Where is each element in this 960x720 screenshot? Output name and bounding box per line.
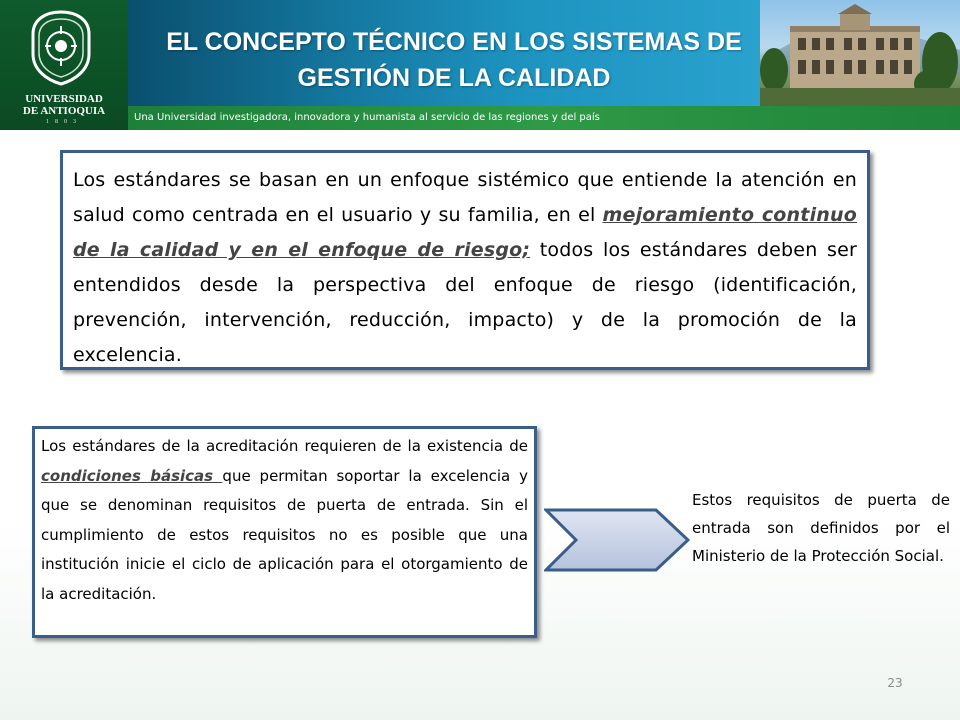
tagline-band <box>128 106 960 130</box>
university-name-line1: UNIVERSIDAD <box>25 93 103 105</box>
main-text-emphasis: mejoramiento continuo de la calidad y en el enfoque de riesgo; <box>73 204 857 261</box>
chevron-right-icon <box>544 508 690 572</box>
university-logo <box>0 0 128 130</box>
page-number: 23 <box>887 676 903 690</box>
main-paragraph <box>73 163 857 373</box>
requirements-text-before: Los estándares de la acreditación requieren de la existencia de <box>41 437 528 455</box>
slide-title <box>128 24 780 96</box>
building-photo <box>760 0 960 106</box>
requirements-text-after: que permitan soportar la excelencia y que se denominan requisitos de puerta de entrada. Sin el cumplimiento de estos requisitos no es posible que una institución inicie el ciclo de aplicación para el otorgamiento de la acreditación. <box>41 466 528 603</box>
university-name <box>4 93 124 117</box>
slide-title-line2: GESTIÓN DE LA CALIDAD <box>297 64 611 92</box>
ministry-note: Estos requisitos de puerta de entrada son definidos por el Ministerio de la Protección Social. <box>692 491 950 565</box>
main-text-before: Los estándares se basan en un enfoque sistémico que entiende la atención en salud como centrada en el usuario y su familia, en el <box>73 169 857 226</box>
requirements-box <box>32 426 537 638</box>
university-seal-icon <box>29 10 93 86</box>
building-illustration <box>760 0 960 106</box>
tagline: Una Universidad investigadora, innovadora y humanista al servicio de las regiones y del país <box>134 112 600 123</box>
main-text-after: todos los estándares deben ser entendidos desde la perspectiva del enfoque de riesgo (identificación, prevención, intervención, reducción, impacto) y de la promoción de la excelencia. <box>73 239 857 366</box>
university-name-line2: DE ANTIOQUIA <box>22 105 106 117</box>
requirements-paragraph <box>41 432 528 609</box>
title-band <box>128 0 780 106</box>
main-text-box <box>60 150 870 370</box>
header <box>0 0 960 130</box>
slide-title-line1: EL CONCEPTO TÉCNICO EN LOS SISTEMAS DE <box>166 28 742 56</box>
university-year: 1803 <box>46 119 82 125</box>
requirements-text-emphasis: condiciones básicas <box>41 466 223 485</box>
